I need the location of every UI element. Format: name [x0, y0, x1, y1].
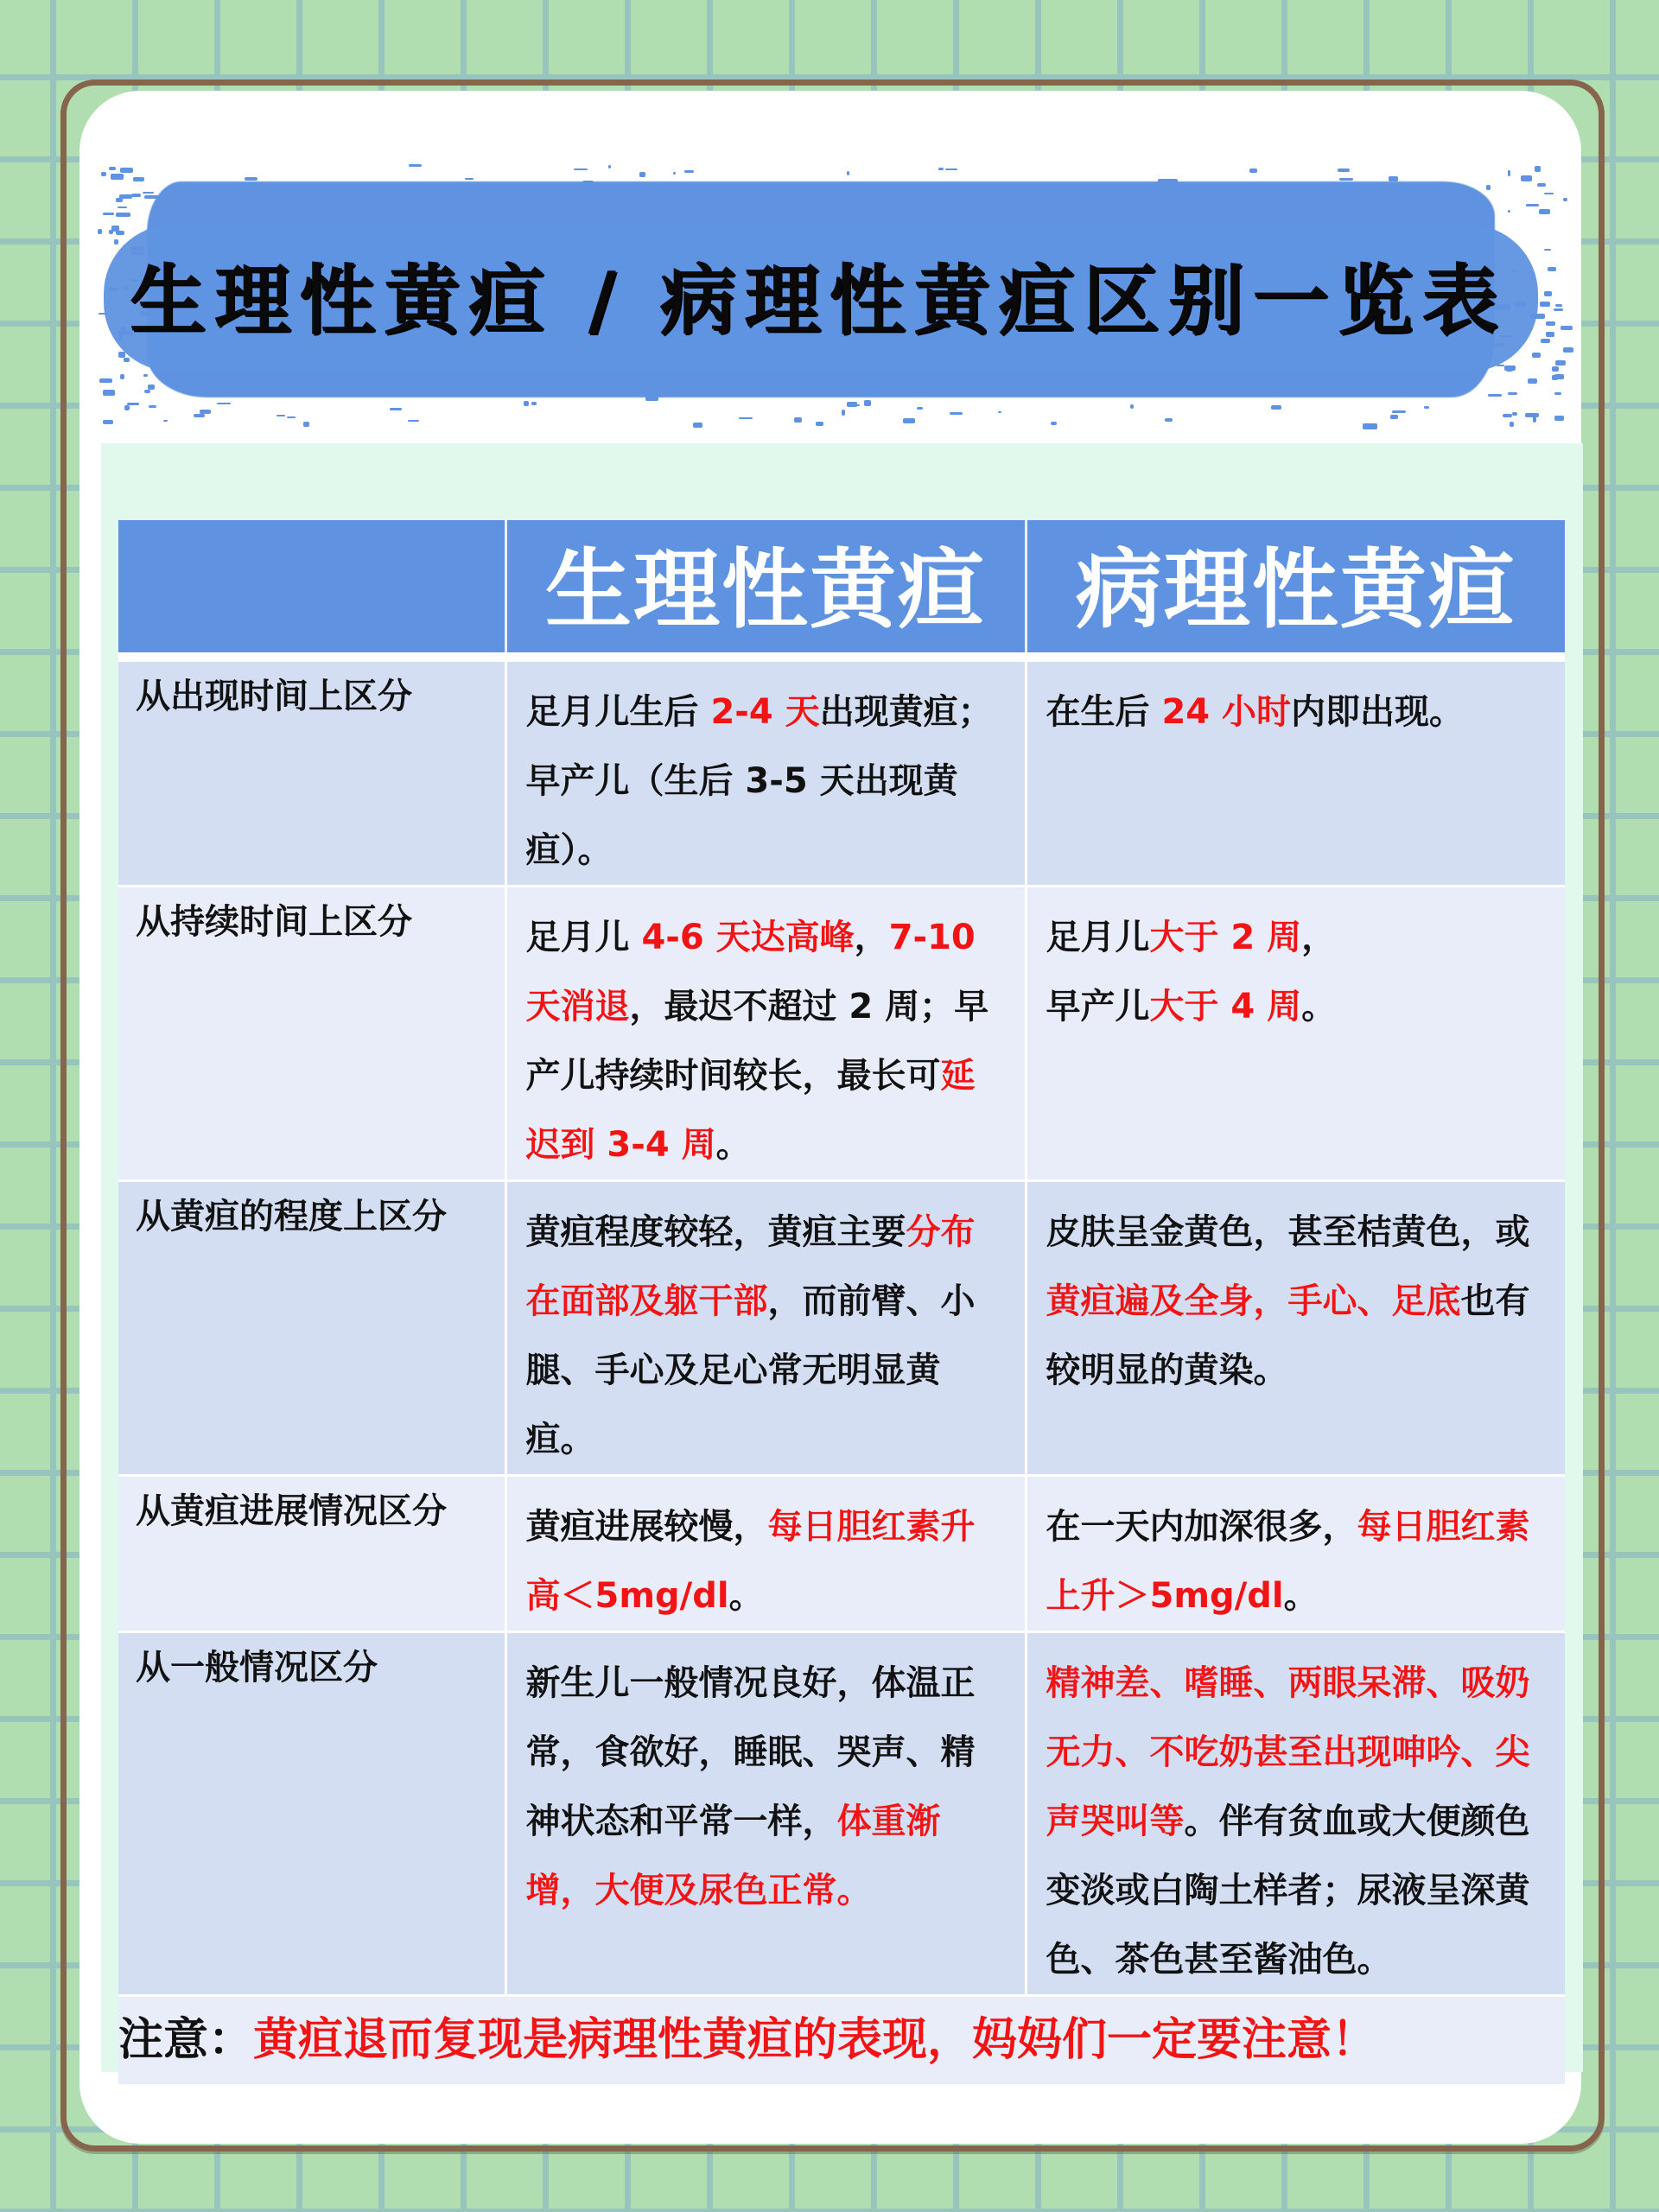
highlight-text: 延迟到 3-4 周 — [525, 1056, 976, 1165]
highlight-text: 分布在面部及躯干部 — [525, 1212, 976, 1321]
physiological-cell — [505, 1632, 1026, 1996]
highlight-text: 每日胆红素升高＜5mg/dl — [525, 1507, 976, 1616]
row-label: 从黄疸进展情况区分 — [136, 1491, 447, 1531]
table-row — [118, 1476, 1565, 1632]
comparison-table — [118, 520, 1565, 2084]
body-text: 新生儿一般情况良好，体温正常，食欲好，睡眠、哭声、精神状态和平常一样， — [525, 1663, 976, 1841]
highlight-text: 体重渐增，大便及尿色正常。 — [525, 1802, 941, 1910]
pathological-cell-text — [1027, 1633, 1566, 1994]
header-pathological: 病理性黄疸 — [1026, 520, 1565, 658]
body-text: ， — [854, 918, 889, 957]
body-text: 黄疸程度较轻，黄疸主要 — [525, 1212, 906, 1252]
body-text: 黄疸进展较慢， — [525, 1507, 768, 1547]
table-row — [118, 887, 1565, 1181]
highlight-text: 每日胆红素上升＞5mg/dl — [1046, 1507, 1530, 1616]
body-text: 内即出现。 — [1291, 692, 1465, 732]
body-text: 在一天内加深很多， — [1046, 1507, 1357, 1547]
highlight-text: 24 小时 — [1161, 692, 1292, 732]
physiological-cell — [505, 1476, 1026, 1632]
physiological-cell — [505, 1181, 1026, 1476]
row-label: 从持续时间上区分 — [136, 902, 412, 942]
row-label-cell — [118, 1632, 505, 1996]
pathological-cell-text — [1027, 662, 1566, 747]
header-empty — [118, 520, 505, 658]
body-text: 足月儿 — [525, 918, 642, 957]
row-label-cell — [118, 1181, 505, 1476]
pathological-cell — [1026, 1632, 1565, 1996]
highlight-text: 大于 2 周 — [1149, 918, 1302, 957]
body-text: 。 — [728, 1576, 764, 1616]
body-text: 足月儿生后 — [525, 692, 711, 732]
highlight-text: 4-6 天达高峰 — [641, 918, 855, 957]
table-row — [118, 658, 1565, 887]
row-label: 从出现时间上区分 — [136, 677, 412, 716]
body-text: 。伴有贫血或大便颜色变淡或白陶土样者；尿液呈深黄色、茶色甚至酱油色。 — [1046, 1802, 1530, 1980]
body-text: ，而前臂、小腿、手心及足心常无明显黄疸。 — [525, 1281, 976, 1459]
table-header-row — [118, 520, 1565, 658]
page-title: 生理性黄疸 / 病理性黄疸区别一览表 — [130, 256, 1507, 345]
body-text: 出现黄疸；早产儿（生后 3-5 天出现黄疸）。 — [525, 692, 993, 870]
body-text: 也有较明显的黄染。 — [1046, 1281, 1530, 1390]
body-text: 。 — [715, 1125, 751, 1165]
table-row — [118, 1632, 1565, 1996]
body-text: 足月儿 — [1046, 918, 1150, 957]
highlight-text: 7-10 天消退 — [525, 918, 976, 1027]
row-label: 从黄疸的程度上区分 — [136, 1197, 447, 1236]
physiological-cell-text — [507, 1182, 1025, 1474]
row-label-cell — [118, 658, 505, 887]
pathological-cell — [1026, 887, 1565, 1181]
note-row — [118, 1996, 1565, 2085]
pathological-cell — [1026, 658, 1565, 887]
row-label: 从一般情况区分 — [136, 1648, 378, 1688]
highlight-text: 精神差、嗜睡、两眼呆滞、吸奶无力、不吃奶甚至出现呻吟、尖声哭叫等 — [1046, 1663, 1530, 1841]
highlight-text: 2-4 天 — [710, 692, 820, 732]
header-physiological: 生理性黄疸 — [505, 520, 1026, 658]
row-label-cell — [118, 1476, 505, 1632]
body-text: ，最迟不超过 2 周；早产儿持续时间较长，最长可 — [525, 987, 989, 1096]
body-text: 。 — [1301, 987, 1337, 1027]
pathological-cell-text — [1027, 1477, 1566, 1630]
pathological-cell-text — [1027, 1182, 1566, 1405]
physiological-cell-text — [507, 1633, 1025, 1925]
body-text: 早产儿 — [1046, 987, 1150, 1027]
physiological-cell — [505, 658, 1026, 887]
physiological-cell-text — [507, 1477, 1025, 1630]
highlight-text: 黄疸遍及全身，手心、足底 — [1046, 1281, 1461, 1321]
physiological-cell-text — [507, 662, 1025, 885]
note-prefix: 注意： — [118, 2014, 254, 2066]
body-text: 在生后 — [1046, 692, 1162, 732]
highlight-text: 大于 4 周 — [1149, 987, 1302, 1027]
row-label-cell — [118, 887, 505, 1181]
body-text: ， — [1301, 918, 1337, 957]
pathological-cell-text — [1027, 887, 1566, 1041]
note-text: 黄疸退而复现是病理性黄疸的表现，妈妈们一定要注意！ — [253, 2014, 1377, 2066]
body-text: 。 — [1283, 1576, 1319, 1616]
pathological-cell — [1026, 1476, 1565, 1632]
physiological-cell — [505, 887, 1026, 1181]
pathological-cell — [1026, 1181, 1565, 1476]
body-text: 皮肤呈金黄色，甚至桔黄色，或 — [1046, 1212, 1530, 1252]
physiological-cell-text — [507, 887, 1025, 1179]
table-row — [118, 1181, 1565, 1476]
